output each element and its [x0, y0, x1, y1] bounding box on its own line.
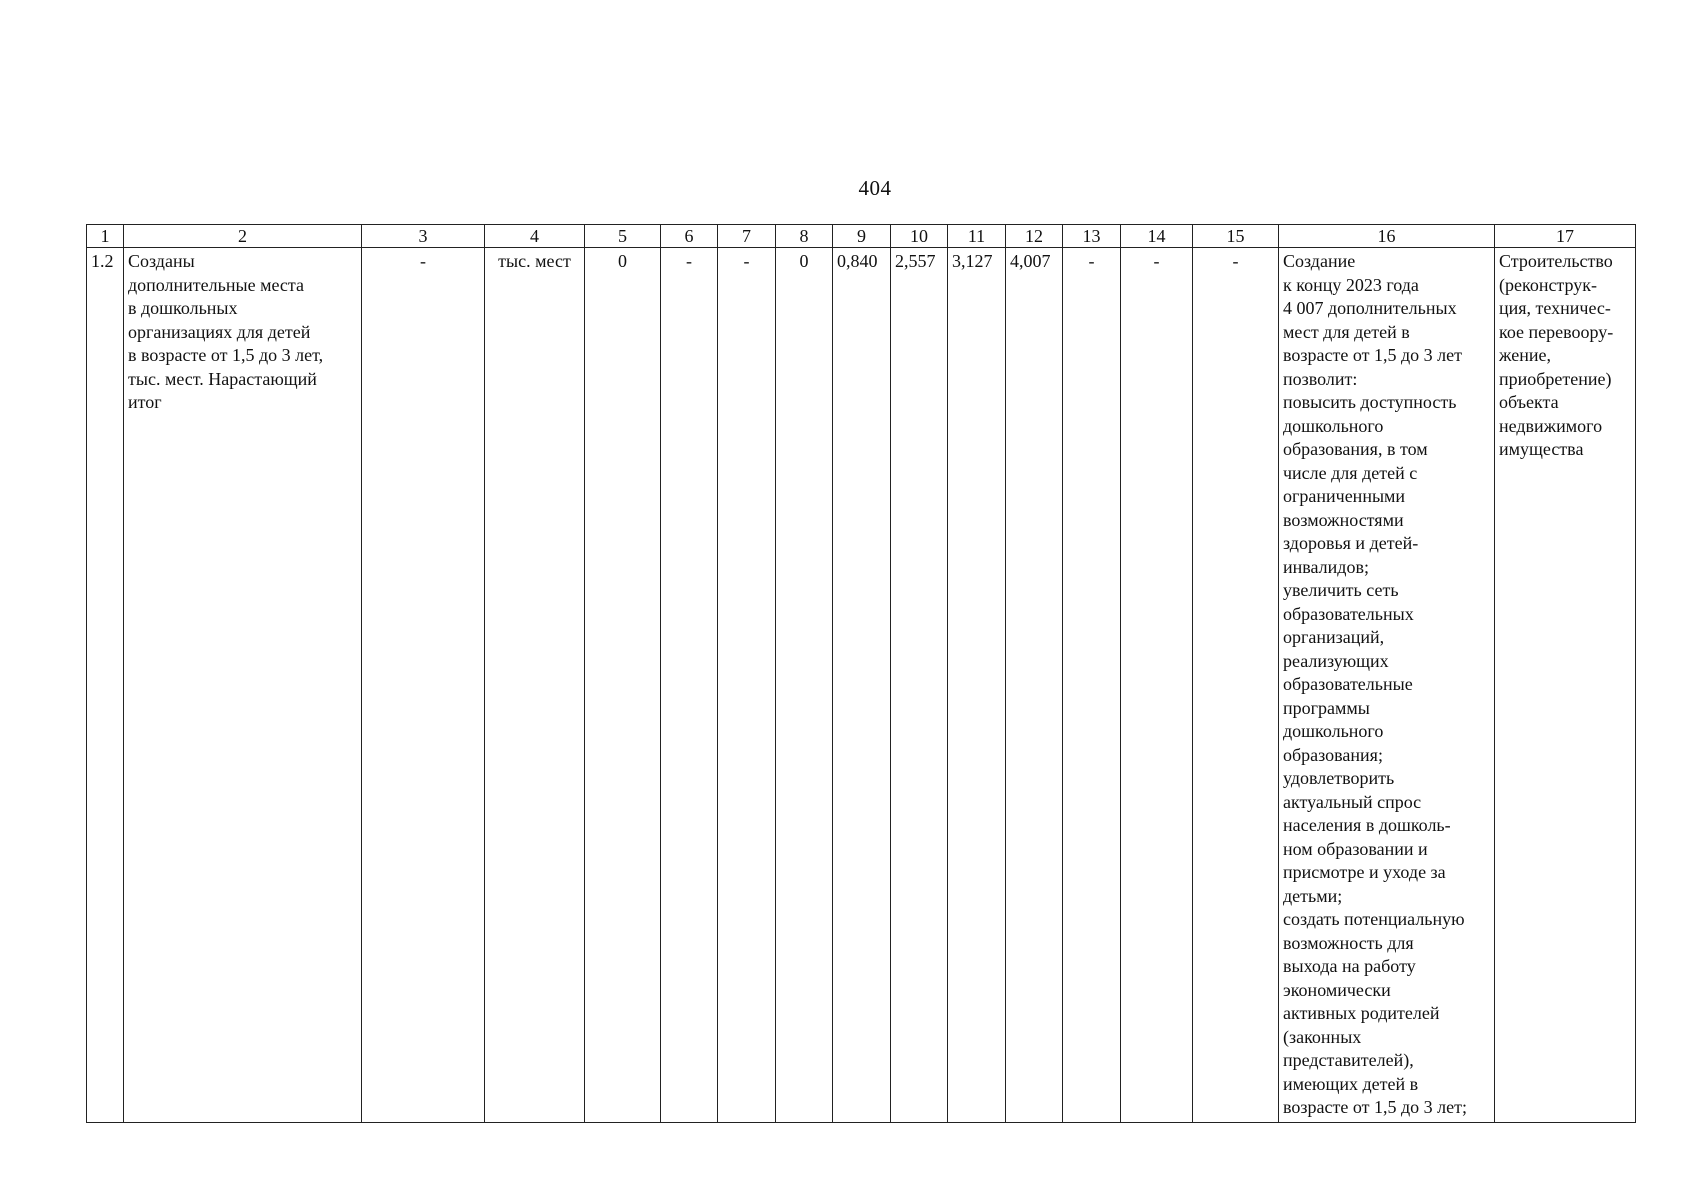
column-header-13: 13 [1063, 225, 1121, 248]
cell-description: Создание к концу 2023 года 4 007 дополнительных мест для детей в возрасте от 1,5 до 3 лет позволит: повысить доступность дошкольного образования, в том числе для детей с ограниченными возможностями здоровья и детей- инвалидов; увеличить сеть образовательных организаций, реализующих образовательные программы дошкольного образования; удовлетворить актуальный спрос населения в дошколь- ном образовании и присмотре и уходе за детьми; создать потенциальную возможность для выхода на работу экономически активных родителей (законных представителей), имеющих детей в возрасте от 1,5 до 3 лет; [1279, 248, 1495, 1123]
cell-col5: 0 [585, 248, 661, 1123]
cell-indicator-name: Созданы дополнительные места в дошкольных организациях для детей в возрасте от 1,5 до 3 лет, тыс. мест. Нарастающий итог [124, 248, 362, 1123]
column-header-11: 11 [948, 225, 1006, 248]
column-header-8: 8 [776, 225, 833, 248]
cell-col13: - [1063, 248, 1121, 1123]
column-header-14: 14 [1121, 225, 1193, 248]
column-header-4: 4 [485, 225, 585, 248]
header-row [87, 225, 1636, 248]
cell-col8: 0 [776, 248, 833, 1123]
column-header-16: 16 [1279, 225, 1495, 248]
cell-col9: 0,840 [833, 248, 891, 1123]
column-header-17: 17 [1495, 225, 1636, 248]
cell-col6: - [661, 248, 718, 1123]
cell-col11: 3,127 [948, 248, 1006, 1123]
cell-col10: 2,557 [891, 248, 948, 1123]
column-header-7: 7 [718, 225, 776, 248]
table-row [87, 248, 1636, 1123]
column-header-6: 6 [661, 225, 718, 248]
column-header-12: 12 [1006, 225, 1063, 248]
column-header-2: 2 [124, 225, 362, 248]
column-header-3: 3 [362, 225, 485, 248]
cell-index: 1.2 [87, 248, 124, 1123]
column-header-15: 15 [1193, 225, 1279, 248]
cell-activity-type: Строительство (реконструк- ция, техничес- кое перевоору- жение, приобретение) объекта недвижимого имущества [1495, 248, 1636, 1123]
column-header-1: 1 [87, 225, 124, 248]
page-number: 404 [858, 176, 892, 200]
cell-col3: - [362, 248, 485, 1123]
column-header-9: 9 [833, 225, 891, 248]
column-header-10: 10 [891, 225, 948, 248]
cell-col15: - [1193, 248, 1279, 1123]
column-header-5: 5 [585, 225, 661, 248]
cell-col12: 4,007 [1006, 248, 1063, 1123]
cell-col14: - [1121, 248, 1193, 1123]
cell-unit: тыс. мест [485, 248, 585, 1123]
cell-col7: - [718, 248, 776, 1123]
data-table [86, 224, 1636, 1123]
